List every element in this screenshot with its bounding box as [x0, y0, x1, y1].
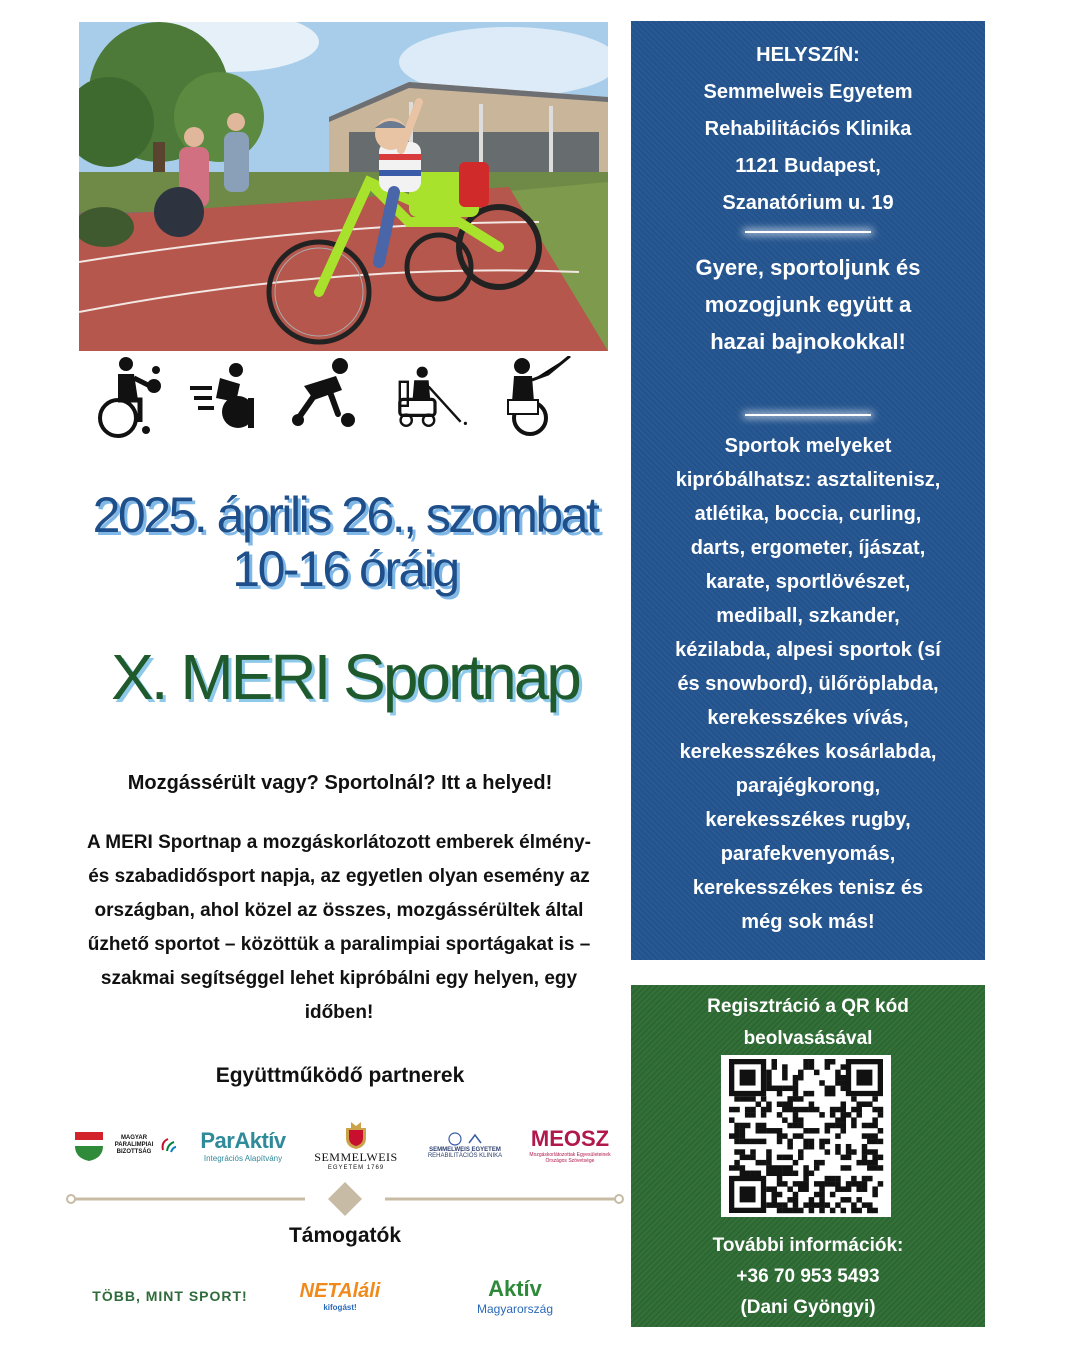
qr-code-icon — [721, 1055, 891, 1217]
sports-list: Sportok melyeket kipróbálhatsz: asztalitenisz, atlétika, boccia, curling, darts, ergometer, íjászat, karate, sportlövészet, mediball, szkander, kézilabda, alpesi sportok (sí és snowbord), ülőröplabda, kerekesszékes vívás, kerekesszékes kosárlabda, parajégkorong, kerekesszékes rugby, parafekvenyomás, kerekesszékes tenisz és még sok más! — [675, 435, 941, 933]
rehab-clinic-logo — [420, 1110, 510, 1180]
wheelchair-table-tennis-icon — [92, 356, 164, 438]
netalali-name: NETAláli — [299, 1280, 381, 1302]
netalali-logo — [290, 1268, 390, 1324]
event-title: X. MERI Sportnap — [111, 641, 579, 713]
event-description: A MERI Sportnap a mozgáskorlátozott emberek élmény- és szabadidősport napja, az egyetlen olyan esemény az országban, ahol közel az összes, mozgássérültek által űzhető sportot – közöttük a paralimpiai sportágakat is – szakmai segítséggel lehet kipróbálni egy helyen, egy időben! — [87, 832, 591, 1023]
meosz-name: MEOSZ — [530, 1126, 610, 1151]
tobb-mint-sport-logo: TÖBB, MINT SPORT! — [92, 1288, 248, 1304]
paralympic-committee-text: MAGYAR PARALIMPIAI BIZOTTSÁG — [114, 1134, 154, 1155]
event-photo — [79, 22, 608, 351]
wheelchair-fencing-icon — [500, 356, 572, 438]
rehab-clinic-sub: REHABILITÁCIÓS KLINIKA — [427, 1153, 503, 1159]
aktiv-magyarorszag-logo — [440, 1268, 590, 1324]
contact-info: További információk: +36 70 953 5493 (Dani Gyöngyi) — [712, 1235, 904, 1318]
netalali-sub: kifogást! — [323, 1303, 357, 1312]
supporters-heading: Támogatók — [288, 1224, 401, 1247]
event-time: 10-16 óráig — [232, 541, 458, 597]
info-panel — [631, 21, 985, 960]
decorative-divider — [65, 1182, 625, 1216]
invite-text: Gyere, sportoljunk és mozogjunk együtt a hazai bajnokokkal! — [695, 255, 921, 354]
semmelweis-logo — [306, 1110, 406, 1180]
sport-icons-row — [90, 356, 600, 446]
paraktiv-sub: Integrációs Alapítvány — [203, 1153, 283, 1163]
registration-panel — [631, 985, 985, 1327]
rehab-clinic-name: SEMMELWEIS EGYETEM — [429, 1147, 501, 1153]
event-date: 2025. április 26., szombat — [92, 487, 598, 543]
rehab-clinic-emblem-icon — [445, 1131, 485, 1147]
meosz-logo — [520, 1110, 620, 1180]
meosz-sub: Mozgáskorlátozottak Egyesületeinek Országos Szövetsége — [529, 1152, 611, 1164]
semmelweis-name: SEMMELWEIS — [314, 1149, 398, 1164]
semmelweis-crest-icon — [343, 1120, 369, 1150]
supporters-logos — [80, 1268, 600, 1324]
partners-heading: Együttműködő partnerek — [215, 1064, 465, 1087]
wheelchair-hockey-icon — [395, 356, 467, 438]
agitos-icon — [159, 1136, 177, 1154]
qr-code[interactable] — [721, 1055, 891, 1217]
paraktiv-logo — [188, 1110, 298, 1180]
aktiv-sub: Magyarország — [476, 1302, 554, 1316]
wheelchair-handbike-photo — [79, 22, 608, 351]
hungarian-shield-icon — [73, 1128, 105, 1162]
glow-divider — [745, 414, 871, 416]
location-text: HELYSZíN: Semmelweis Egyetem Rehabilitációs Klinika 1121 Budapest, Szanatórium u. 19 — [703, 44, 913, 214]
aktiv-name: Aktív — [488, 1276, 542, 1301]
paraktiv-name: ParAktív — [200, 1127, 286, 1153]
wheelchair-racing-icon — [190, 356, 262, 438]
glow-divider — [745, 231, 871, 233]
semmelweis-sub: EGYETEM 1769 — [327, 1164, 385, 1171]
partners-logos — [70, 1110, 620, 1180]
registration-text: Regisztráció a QR kód beolvasásával — [707, 996, 909, 1049]
tagline: Mozgássérült vagy? Sportolnál? Itt a helyed! — [127, 772, 553, 794]
paralympic-committee-logo — [70, 1110, 180, 1180]
boccia-icon — [290, 356, 362, 438]
